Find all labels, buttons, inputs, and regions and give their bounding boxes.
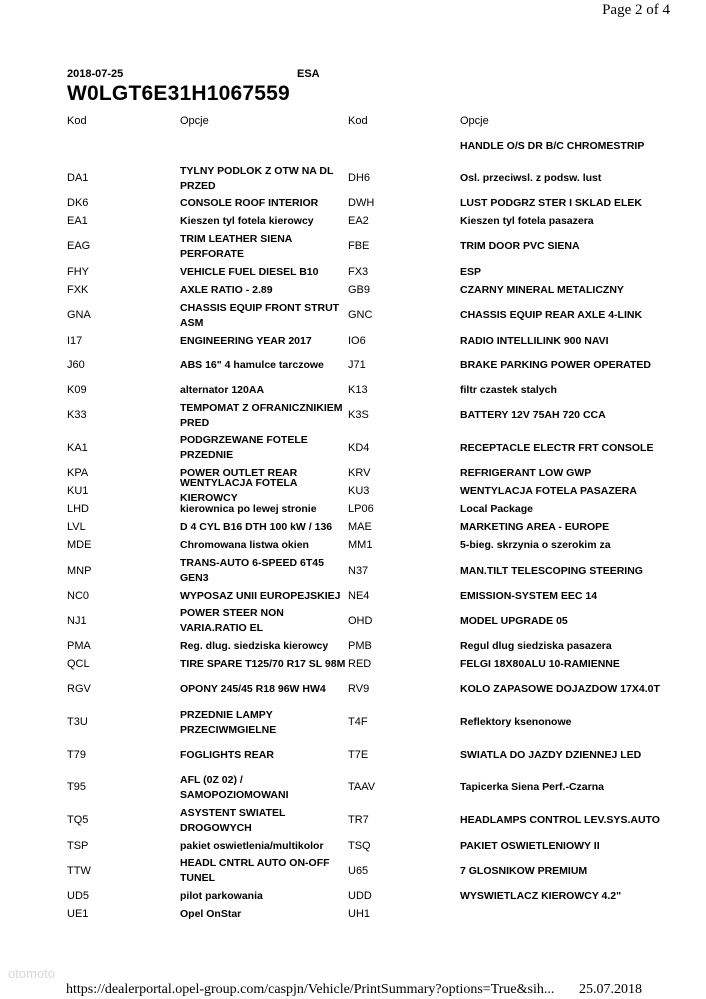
option-code: LP06 xyxy=(348,502,374,515)
option-description: D 4 CYL B16 DTH 100 kW / 136 xyxy=(180,520,333,533)
option-description: pakiet oswietlenia/multikolor xyxy=(180,839,324,852)
table-row xyxy=(0,555,706,587)
option-code: K13 xyxy=(348,383,368,396)
page-number: Page 2 of 4 xyxy=(602,2,670,18)
table-row xyxy=(0,381,706,399)
option-code: GNC xyxy=(348,309,373,321)
option-description: filtr czastek stalych xyxy=(460,383,557,396)
table-row xyxy=(0,464,706,482)
option-code: OHD xyxy=(348,614,373,627)
option-description: HANDLE O/S DR B/C CHROMESTRIP xyxy=(460,140,645,152)
table-row xyxy=(0,673,706,706)
header-kod-2: Kod xyxy=(348,115,368,127)
option-code: EAG xyxy=(67,240,91,252)
option-code: GNA xyxy=(67,309,91,321)
table-row xyxy=(0,212,706,230)
option-description: SWIATLA DO JAZDY DZIENNEJ LED xyxy=(460,748,642,761)
table-row xyxy=(0,477,706,504)
footer-url: https://dealerportal.opel-group.com/caspjn/Vehicle/PrintSummary?options=True&sih... xyxy=(66,982,555,997)
table-row xyxy=(0,771,706,804)
table-row xyxy=(0,332,706,350)
option-code: RED xyxy=(348,657,372,670)
option-code: IO6 xyxy=(348,334,366,347)
option-description: PRZEDNIE LAMPY PRZECIWMGIELNE xyxy=(180,708,277,736)
option-code: PMB xyxy=(348,639,372,652)
option-description: RECEPTACLE ELECTR FRT CONSOLE xyxy=(460,441,654,454)
option-description: KOLO ZAPASOWE DOJAZDOW 17X4.0T xyxy=(460,683,660,695)
option-description: Osl. przeciwsl. z podsw. lust xyxy=(460,172,602,184)
option-code: KA1 xyxy=(67,441,88,454)
option-description: MODEL UPGRADE 05 xyxy=(460,614,568,627)
option-description: TEMPOMAT Z OFRANICZNIKIEM PRED xyxy=(180,401,343,429)
option-description: TIRE SPARE T125/70 R17 SL 98M xyxy=(180,657,346,670)
option-code: T4F xyxy=(348,716,368,728)
table-row xyxy=(0,837,706,855)
option-code: TTW xyxy=(67,864,91,877)
option-code: U65 xyxy=(348,864,369,877)
table-row xyxy=(0,605,706,637)
option-code: DK6 xyxy=(67,196,89,209)
watermark: otomoto xyxy=(8,966,55,981)
option-code: T95 xyxy=(67,781,86,793)
option-code: DA1 xyxy=(67,172,89,184)
option-description: WYPOSAZ UNII EUROPEJSKIEJ xyxy=(180,589,341,602)
option-code: K33 xyxy=(67,409,87,421)
option-description: TRANS-AUTO 6-SPEED 6T45 GEN3 xyxy=(180,557,324,584)
option-code: K3S xyxy=(348,409,369,421)
table-row xyxy=(0,299,706,332)
option-description: REFRIGERANT LOW GWP xyxy=(460,466,592,479)
option-description: CZARNY MINERAL METALICZNY xyxy=(460,283,624,296)
option-code: KU1 xyxy=(67,484,89,497)
footer-date: 25.07.2018 xyxy=(579,982,642,997)
option-code: T3U xyxy=(67,716,88,728)
option-code: GB9 xyxy=(348,283,371,296)
option-code: EA1 xyxy=(67,214,88,227)
option-description: pilot parkowania xyxy=(180,889,263,902)
table-row xyxy=(0,194,706,212)
option-code: MNP xyxy=(67,564,92,577)
option-description: ENGINEERING YEAR 2017 xyxy=(180,334,312,347)
option-description: RADIO INTELLILINK 900 NAVI xyxy=(460,334,609,347)
option-description: AXLE RATIO - 2.89 xyxy=(180,283,273,296)
table-row xyxy=(0,350,706,381)
option-description: BATTERY 12V 75AH 720 CCA xyxy=(460,409,606,421)
option-description: TYLNY PODLOK Z OTW NA DL PRZED xyxy=(180,164,334,192)
option-code: MDE xyxy=(67,539,92,551)
option-code: I17 xyxy=(67,334,83,347)
option-code: LHD xyxy=(67,502,90,515)
option-code: J71 xyxy=(348,359,366,371)
table-row xyxy=(0,536,706,555)
option-description: Chromowana listwa okien xyxy=(180,539,309,551)
option-code: MAE xyxy=(348,520,372,533)
option-code: KU3 xyxy=(348,484,370,497)
option-code: TAAV xyxy=(348,781,376,793)
option-description: Regul dlug siedziska pasazera xyxy=(460,639,612,652)
table-row xyxy=(0,655,706,673)
esa-label: ESA xyxy=(297,68,320,80)
option-code: J60 xyxy=(67,359,85,371)
option-code: K09 xyxy=(67,383,87,396)
option-code: KRV xyxy=(348,466,371,479)
option-description: WENTYLACJA FOTELA KIEROWCY xyxy=(180,477,298,504)
table-row xyxy=(0,399,706,432)
option-code xyxy=(348,130,453,163)
option-description: CONSOLE ROOF INTERIOR xyxy=(180,196,319,209)
option-description: kierownica po lewej stronie xyxy=(180,502,317,515)
table-row xyxy=(0,432,706,464)
table-row xyxy=(0,518,706,536)
option-description: MARKETING AREA - EUROPE xyxy=(460,520,610,533)
option-description: PAKIET OSWIETLENIOWY II xyxy=(460,839,600,852)
option-code: FXK xyxy=(67,283,89,296)
option-code: FBE xyxy=(348,240,370,252)
table-row xyxy=(0,887,706,905)
header-opcje-1: Opcje xyxy=(180,115,209,127)
option-code: TQ5 xyxy=(67,814,89,826)
option-description: Kieszen tyl fotela kierowcy xyxy=(180,214,314,227)
option-code: NE4 xyxy=(348,589,370,602)
header-opcje-2: Opcje xyxy=(460,115,489,127)
option-description: 7 GLOSNIKOW PREMIUM xyxy=(460,864,588,877)
option-description: ESP xyxy=(460,265,482,278)
option-code: KD4 xyxy=(348,441,370,454)
option-description: HEADL CNTRL AUTO ON-OFF TUNEL xyxy=(180,857,330,884)
document-date: 2018-07-25 xyxy=(67,68,124,80)
option-description: POWER STEER NON VARIA.RATIO EL xyxy=(180,607,284,634)
option-code: FHY xyxy=(67,265,89,278)
option-description: FOGLIGHTS REAR xyxy=(180,748,274,761)
option-description: Reflektory ksenonowe xyxy=(460,716,572,728)
table-row xyxy=(0,500,706,518)
option-code: UD5 xyxy=(67,889,90,902)
option-description: WENTYLACJA FOTELA PASAZERA xyxy=(460,484,637,497)
option-description: Kieszen tyl fotela pasazera xyxy=(460,214,594,227)
option-description: EMISSION-SYSTEM EEC 14 xyxy=(460,589,598,602)
option-description: FELGI 18X80ALU 10-RAMIENNE xyxy=(460,657,620,670)
option-code: DWH xyxy=(348,196,375,209)
option-description: Tapicerka Siena Perf.-Czarna xyxy=(460,781,604,793)
option-description: CHASSIS EQUIP REAR AXLE 4-LINK xyxy=(460,309,643,321)
option-code: MM1 xyxy=(348,539,373,551)
option-description: WYSWIETLACZ KIEROWCY 4.2" xyxy=(460,889,622,902)
table-row xyxy=(0,739,706,771)
vin-number: W0LGT6E31H1067559 xyxy=(67,82,290,105)
option-code: T7E xyxy=(348,748,369,761)
table-row xyxy=(0,281,706,299)
option-code: N37 xyxy=(348,564,369,577)
option-code: RV9 xyxy=(348,683,370,695)
option-code: TSP xyxy=(67,839,89,852)
option-code: KPA xyxy=(67,466,89,479)
option-code: UDD xyxy=(348,889,372,902)
option-description: ASYSTENT SWIATEL DROGOWYCH xyxy=(180,806,286,834)
option-description: HEADLAMPS CONTROL LEV.SYS.AUTO xyxy=(460,814,660,826)
option-code xyxy=(67,130,172,163)
option-code: PMA xyxy=(67,639,91,652)
option-code: NJ1 xyxy=(67,614,87,627)
table-row xyxy=(0,163,706,194)
option-code: UH1 xyxy=(348,907,371,920)
option-code: DH6 xyxy=(348,172,371,184)
option-description xyxy=(180,130,348,163)
option-code: RGV xyxy=(67,683,91,695)
table-row xyxy=(0,706,706,739)
option-description xyxy=(460,905,665,923)
option-code: LVL xyxy=(67,520,86,533)
table-row xyxy=(0,905,706,923)
option-description: BRAKE PARKING POWER OPERATED xyxy=(460,359,651,371)
option-code: EA2 xyxy=(348,214,369,227)
option-description: 5-bieg. skrzynia o szerokim za xyxy=(460,539,611,551)
option-description: TRIM DOOR PVC SIENA xyxy=(460,240,580,252)
table-row xyxy=(0,130,706,163)
option-description: ABS 16" 4 hamulce tarczowe xyxy=(180,359,324,371)
option-description: PODGRZEWANE FOTELE PRZEDNIE xyxy=(180,434,308,461)
option-description: TRIM LEATHER SIENA PERFORATE xyxy=(180,232,292,260)
table-row xyxy=(0,230,706,263)
header-kod-1: Kod xyxy=(67,115,87,127)
option-code: UE1 xyxy=(67,907,89,920)
option-code: TSQ xyxy=(348,839,371,852)
option-code: QCL xyxy=(67,657,90,670)
option-code: FX3 xyxy=(348,265,369,278)
option-description: Reg. dlug. siedziska kierowcy xyxy=(180,639,329,652)
option-description: Opel OnStar xyxy=(180,907,242,920)
option-description: Local Package xyxy=(460,502,533,515)
option-description: VEHICLE FUEL DIESEL B10 xyxy=(180,265,319,278)
option-description: POWER OUTLET REAR xyxy=(180,466,298,479)
option-description: OPONY 245/45 R18 96W HW4 xyxy=(180,683,326,695)
option-description: alternator 120AA xyxy=(180,383,265,396)
option-description: CHASSIS EQUIP FRONT STRUT ASM xyxy=(180,301,340,329)
table-row xyxy=(0,637,706,655)
option-code: TR7 xyxy=(348,814,369,826)
option-code: T79 xyxy=(67,748,86,761)
table-row xyxy=(0,587,706,605)
table-row xyxy=(0,263,706,281)
option-code: NC0 xyxy=(67,589,90,602)
option-description: MAN.TILT TELESCOPING STEERING xyxy=(460,564,643,577)
option-description: LUST PODGRZ STER I SKLAD ELEK xyxy=(460,196,643,209)
option-description: AFL (0Z 02) / SAMOPOZIOMOWANI xyxy=(180,773,289,801)
table-row xyxy=(0,804,706,837)
table-row xyxy=(0,855,706,887)
